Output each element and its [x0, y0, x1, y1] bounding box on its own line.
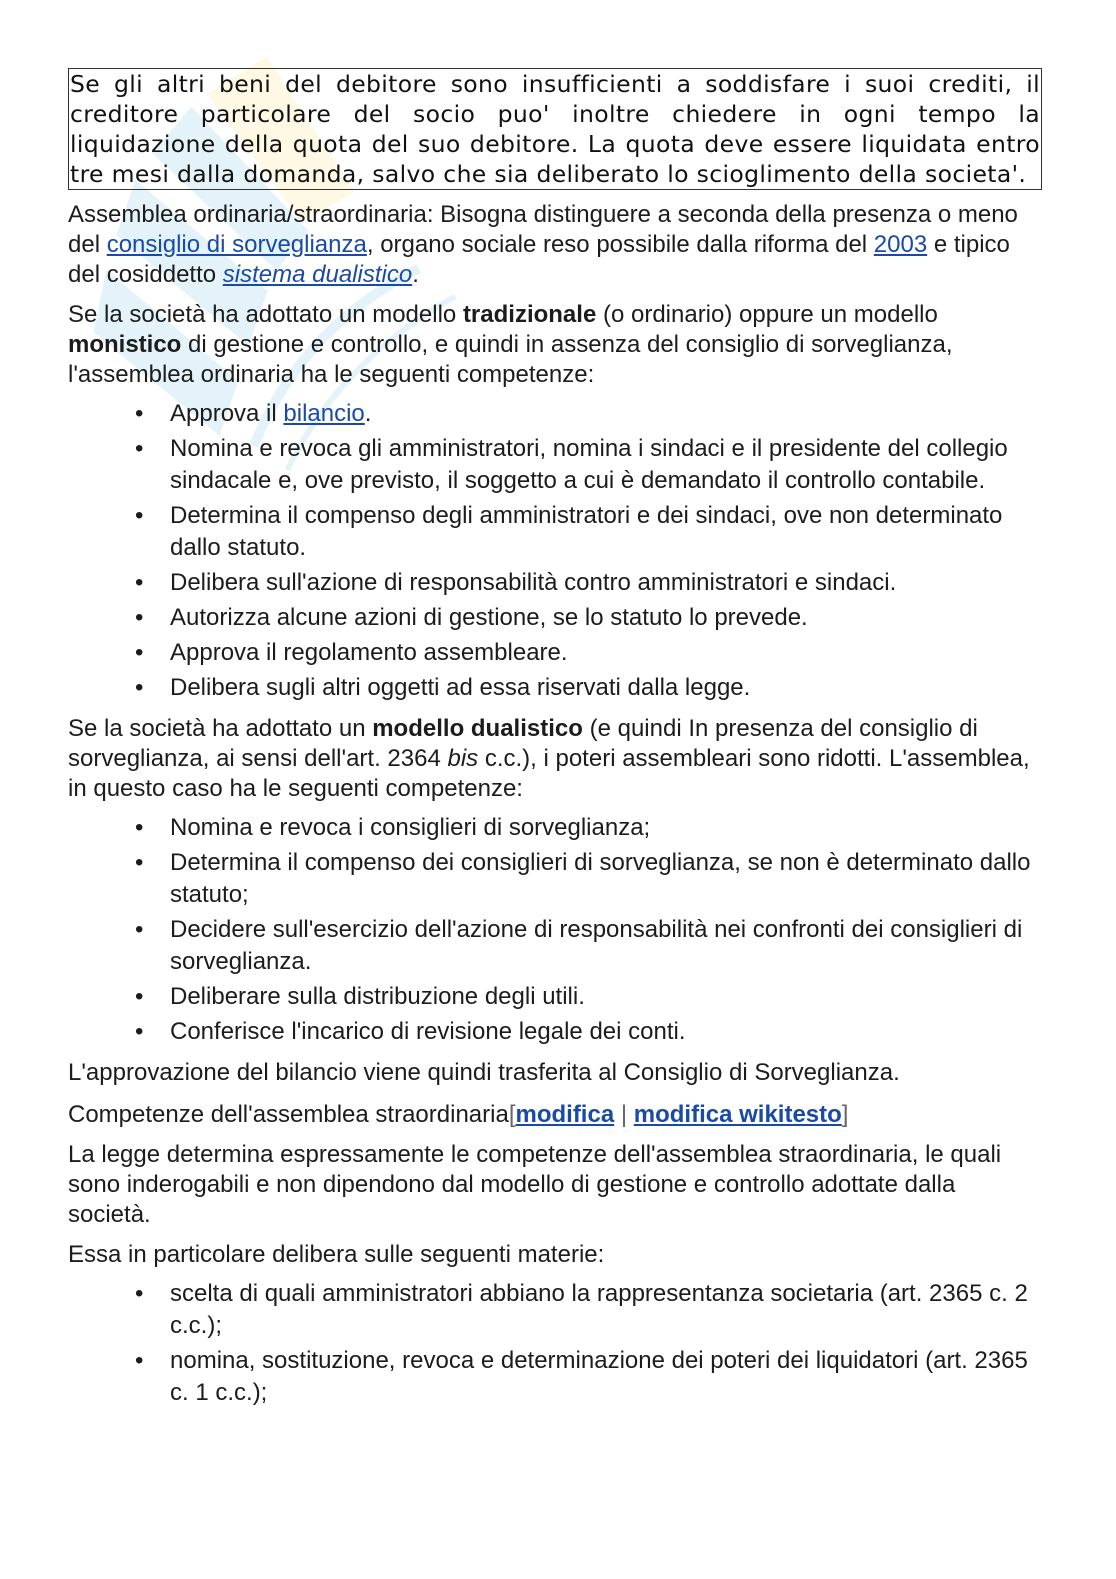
paragraph-legge: La legge determina espressamente le competenze dell'assemblea straordinaria, le quali sono inderogabili e non dipendono dal modello di gestione e controllo adottate dalla società.	[68, 1141, 1002, 1228]
text-run: Se la società ha adottato un modello	[68, 301, 463, 328]
bold-monistico: monistico	[68, 331, 182, 358]
section-heading-text: Competenze dell'assemblea straordinaria	[68, 1101, 509, 1128]
paragraph-modello-tradizionale	[68, 300, 1042, 390]
list-item: • Determina il compenso dei consiglieri di sorveglianza, se non è determinato dallo statuto;	[170, 847, 1042, 911]
list-item: • Nomina e revoca i consiglieri di sorveglianza;	[170, 812, 1042, 844]
text-run: c.c.), i poteri assembleari sono ridotti. L'assemblea, in questo caso ha le seguenti competenze:	[68, 745, 1030, 802]
list-item	[170, 398, 1042, 430]
list-item: • Deliberare sulla distribuzione degli utili.	[170, 981, 1042, 1013]
list-ordinaria	[68, 398, 1042, 704]
link-consiglio-di-sorveglianza[interactable]: consiglio di sorveglianza	[106, 231, 367, 258]
list-straordinaria	[68, 1278, 1042, 1409]
list-dualistico	[68, 812, 1042, 1048]
document-page	[68, 68, 1042, 1412]
quoted-box	[68, 68, 1042, 190]
paragraph-assemblea	[68, 200, 1042, 290]
text-run: (e quindi In presenza del consiglio di sorveglianza, ai sensi dell'art. 2364	[68, 715, 978, 772]
list-item: • nomina, sostituzione, revoca e determinazione dei poteri dei liquidatori (art. 2365 c. 1 c.c.);	[170, 1345, 1042, 1409]
list-item: • Decidere sull'esercizio dell'azione di responsabilità nei confronti dei consiglieri di sorveglianza.	[170, 914, 1042, 978]
text-run: .	[364, 400, 372, 427]
paragraph-modello-dualistico	[68, 714, 1042, 804]
quoted-box-text: Se gli altri beni del debitore sono insufficienti a soddisfare i suoi crediti, il creditore particolare del socio puo' inoltre chiedere in ogni tempo la liquidazione della quota del suo debitore. La quota deve essere liquidata entro tre mesi dalla domanda, salvo che sia deliberato lo scioglimento della societa'.	[70, 70, 1040, 188]
list-item: • Delibera sugli altri oggetti ad essa riservati dalla legge.	[170, 672, 1042, 704]
text-run: Approva il	[170, 400, 284, 427]
text-run: Assemblea ordinaria/straordinaria: Bisogna distinguere a seconda della presenza o meno del	[68, 201, 1018, 258]
paragraph-materie: Essa in particolare delibera sulle seguenti materie:	[68, 1241, 605, 1268]
bold-tradizionale: tradizionale	[462, 301, 597, 328]
list-item: • Approva il regolamento assembleare.	[170, 637, 1042, 669]
text-run: di gestione e controllo, e quindi in assenza del consiglio di sorveglianza, l'assemblea ordinaria ha le seguenti competenze:	[68, 331, 953, 388]
text-run: e tipico del cosiddetto	[68, 231, 1010, 288]
edit-link-modifica[interactable]: modifica	[515, 1101, 615, 1128]
paragraph-approvazione-bilancio: L'approvazione del bilancio viene quindi trasferita al Consiglio di Sorveglianza.	[68, 1059, 900, 1086]
text-run: Se la società ha adottato un	[68, 715, 373, 742]
list-item: • Delibera sull'azione di responsabilità contro amministratori e sindaci.	[170, 567, 1042, 599]
link-bilancio[interactable]: bilancio	[283, 400, 365, 427]
link-2003[interactable]: 2003	[873, 231, 928, 258]
list-item: • Conferisce l'incarico di revisione legale dei conti.	[170, 1016, 1042, 1048]
bracket-close: ]	[841, 1101, 849, 1128]
list-item: • scelta di quali amministratori abbiano la rappresentanza societaria (art. 2365 c. 2 c.c.);	[170, 1278, 1042, 1342]
text-run: , organo sociale reso possibile dalla riforma del	[366, 231, 874, 258]
list-item: • Autorizza alcune azioni di gestione, se lo statuto lo prevede.	[170, 602, 1042, 634]
text-run: .	[412, 261, 419, 288]
link-sistema-dualistico[interactable]: sistema dualistico	[222, 261, 413, 288]
list-item: • Determina il compenso degli amministratori e dei sindaci, ove non determinato dallo statuto.	[170, 500, 1042, 564]
bracket-separator: |	[614, 1101, 634, 1128]
italic-bis: bis	[447, 745, 479, 772]
section-heading-straordinaria	[68, 1100, 1042, 1130]
list-item: • Nomina e revoca gli amministratori, nomina i sindaci e il presidente del collegio sindacale e, ove previsto, il soggetto a cui è demandato il controllo contabile.	[170, 433, 1042, 497]
text-run: (o ordinario) oppure un modello	[596, 301, 938, 328]
bracket-open: [	[508, 1101, 516, 1128]
bold-modello-dualistico: modello dualistico	[372, 715, 583, 742]
edit-link-modifica-wikitesto[interactable]: modifica wikitesto	[633, 1101, 842, 1128]
